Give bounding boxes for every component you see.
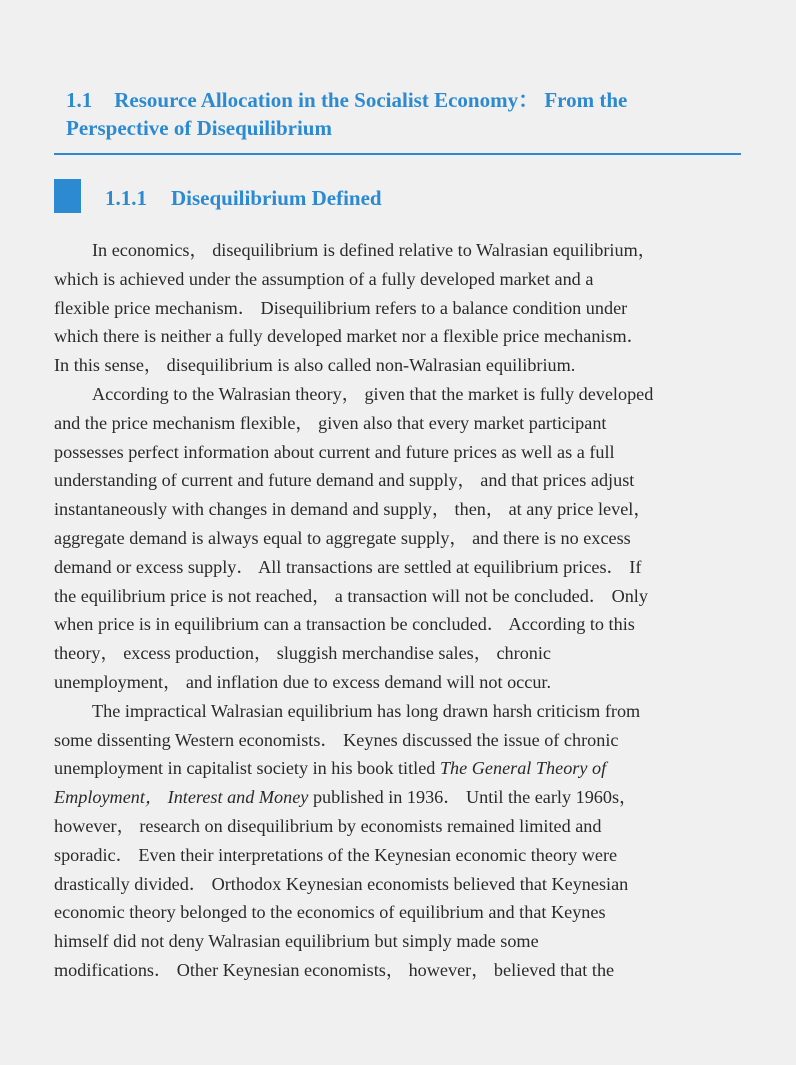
text-line: demand or excess supply． All transactions are settled at equilibrium prices． If <box>54 556 642 577</box>
text-line: The impractical Walrasian equilibrium has long drawn harsh criticism from <box>92 700 641 721</box>
book-title-italic: Employment， Interest and Money <box>54 787 309 808</box>
subsection-title: Disequilibrium Defined <box>171 186 382 210</box>
text-line: theory， excess production， sluggish merchandise sales， chronic <box>54 643 552 664</box>
text-line: himself did not deny Walrasian equilibrium but simply made some <box>54 931 539 952</box>
section-heading-line-1 <box>66 86 726 114</box>
subsection-number: 1.1.1 <box>105 186 147 210</box>
text-line: some dissenting Western economists． Keynes discussed the issue of chronic <box>54 729 619 750</box>
text-line: the equilibrium price is not reached， a transaction will not be concluded． Only <box>54 585 648 606</box>
text-line <box>54 783 744 812</box>
text-line: modifications． Other Keynesian economists， however， believed that the <box>54 959 615 980</box>
text-line: instantaneously with changes in demand and supply， then， at any price level， <box>54 499 652 520</box>
text-line: In economics， disequilibrium is defined relative to Walrasian equilibrium， <box>92 240 656 260</box>
text-segment: unemployment in capitalist society in his book titled <box>54 758 440 779</box>
section-title-part-2: Perspective of Disequilibrium <box>66 116 332 140</box>
text-line: drastically divided． Orthodox Keynesian economists believed that Keynesian <box>54 873 629 894</box>
section-heading <box>66 86 726 142</box>
text-line: In this sense， disequilibrium is also called non-Walrasian equilibrium. <box>54 355 576 376</box>
text-line: sporadic． Even their interpretations of the Keynesian economic theory were <box>54 844 618 865</box>
body-text <box>54 236 744 985</box>
text-line: unemployment， and inflation due to excess demand will not occur. <box>54 671 552 692</box>
text-line: economic theory belonged to the economics of equilibrium and that Keynes <box>54 902 606 923</box>
paragraph-2 <box>54 380 744 697</box>
section-divider <box>54 153 741 155</box>
text-line: flexible price mechanism． Disequilibrium refers to a balance condition under <box>54 297 628 318</box>
text-line: which is achieved under the assumption of a fully developed market and a <box>54 268 594 289</box>
text-segment: published in 1936． Until the early 1960s， <box>308 787 638 808</box>
text-line: possesses perfect information about current and future prices as well as a full <box>54 441 615 462</box>
section-title-part-1: Resource Allocation in the Socialist Economy： From the <box>114 88 628 112</box>
text-line <box>54 754 744 783</box>
text-line: however， research on disequilibrium by economists remained limited and <box>54 815 602 836</box>
text-line: and the price mechanism flexible， given also that every market participant <box>54 412 607 433</box>
paragraph-1 <box>54 236 744 380</box>
text-line: when price is in equilibrium can a transaction be concluded． According to this <box>54 614 635 635</box>
text-line: aggregate demand is always equal to aggregate supply， and there is no excess <box>54 527 631 548</box>
text-line: understanding of current and future demand and supply， and that prices adjust <box>54 470 635 491</box>
section-number: 1.1 <box>66 88 93 112</box>
book-title-italic: The General Theory of <box>439 758 607 779</box>
paragraph-3 <box>54 697 744 985</box>
subsection-marker-block <box>54 179 81 213</box>
text-line: which there is neither a fully developed market nor a flexible price mechanism． <box>54 326 645 347</box>
subsection-heading <box>105 184 382 212</box>
text-line: According to the Walrasian theory， given that the market is fully developed <box>92 383 654 404</box>
